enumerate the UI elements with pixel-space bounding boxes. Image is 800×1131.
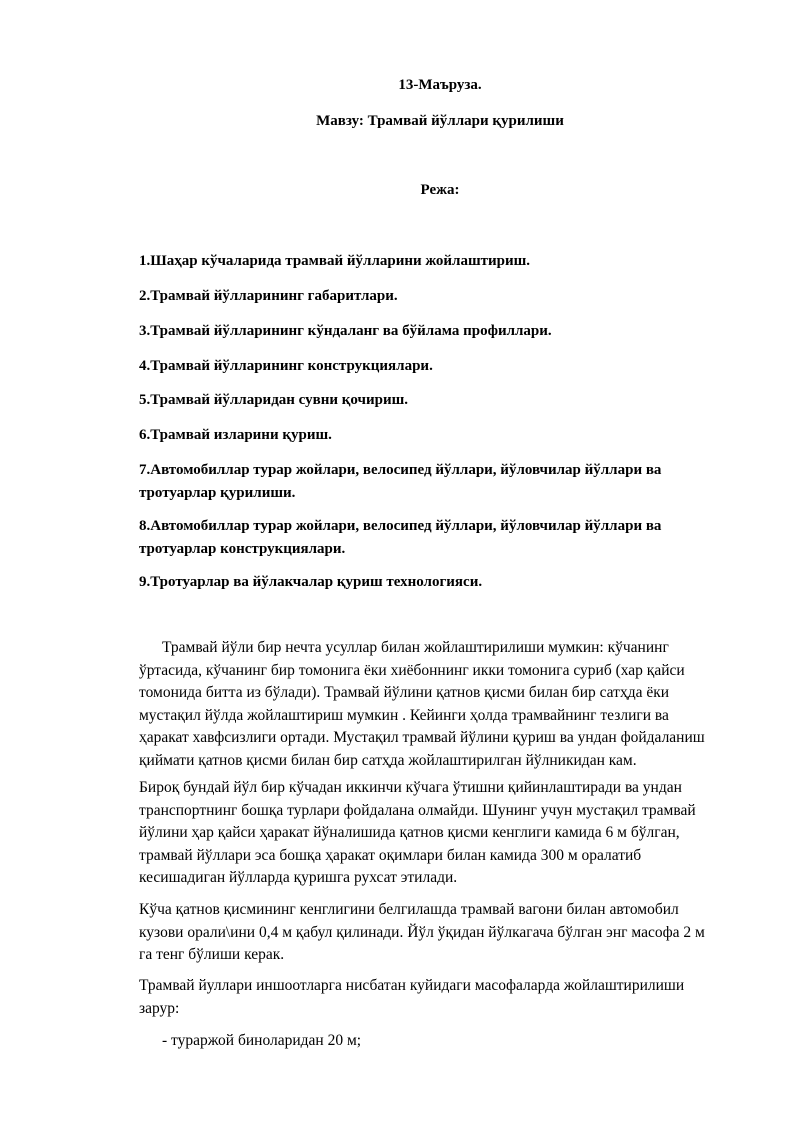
plan-item: 6.Трамвай изларини қуриш. — [139, 427, 332, 443]
paragraph-line: га тенг бўлиши керак. — [139, 946, 285, 964]
body-paragraph — [139, 777, 739, 890]
body-paragraph — [139, 637, 739, 773]
plan-item-line: тротуарлар қурилиши. — [139, 485, 296, 501]
paragraph-line: томонида битта из бўлади). Трамвай йўлини қатнов қисми билан бир сатҳда ёки — [139, 684, 670, 702]
plan-item — [139, 515, 739, 561]
paragraph-line: кесишадиган йўлларда қуришга рухсат этилади. — [139, 869, 458, 887]
body-paragraph — [139, 975, 739, 1020]
paragraph-line: ўртасида, кўчанинг бир томонига ёки хиёбоннинг икки томонига суриб (хар қайси — [139, 661, 685, 679]
paragraph-line: зарур: — [139, 999, 180, 1017]
plan-item-line: 8.Автомобиллар турар жойлари, велосипед йўллари, йўловчилар йўллари ва — [139, 518, 662, 534]
lecture-number: 13-Маъруза. — [398, 77, 482, 93]
plan-item: 5.Трамвай йўлларидан сувни қочириш. — [139, 392, 409, 408]
body-paragraph — [139, 899, 739, 967]
plan-item: 9.Тротуарлар ва йўлакчалар қуриш технологияси. — [139, 574, 483, 590]
paragraph-line: мустақил йўлда жойлаштириш мумкин . Кейинги ҳолда трамвайнинг тезлиги ва — [139, 706, 669, 724]
plan-item — [139, 459, 739, 505]
plan-item: 1.Шаҳар кўчаларида трамвай йўлларини жойлаштириш. — [139, 253, 531, 269]
list-item: - тураржой биноларидан 20 м; — [162, 1032, 362, 1049]
plan-heading: Режа: — [420, 182, 460, 198]
body-paragraph — [139, 1030, 739, 1053]
paragraph-line: трамвай йўллари эса бошқа ҳаракат оқимлари билан камида 300 м оралатиб — [139, 846, 642, 864]
plan-item: 4.Трамвай йўлларининг конструкциялари. — [139, 358, 433, 374]
paragraph-line: кузови орали\ини 0,4 м қабул қилинади. Йўл ўқидан йўлкагача бўлган энг масофа 2 м — [139, 923, 705, 941]
plan-item-line: тротуарлар конструкциялари. — [139, 541, 346, 557]
plan-item: 3.Трамвай йўлларининг кўндаланг ва бўйлама профиллари. — [139, 323, 552, 339]
paragraph-line: Трамвай йуллари иншоотларга нисбатан куйидаги масофаларда жойлаштирилиши — [139, 977, 685, 994]
paragraph-line: ҳаракат хавфсизлиги ортади. Мустақил трамвай йўлини қуриш ва ундан фойдаланиш — [139, 729, 705, 747]
paragraph-line: қиймати қатнов қисми билан бир сатҳда жойлаштирилган йўлникидан кам. — [139, 751, 637, 769]
paragraph-line: транспортнинг бошқа турлари фойдалана олмайди. Шунинг учун мустақил трамвай — [139, 801, 696, 819]
paragraph-line: Бироқ бундай йўл бир кўчадан иккинчи кўчага ўтишни қийинлаштиради ва ундан — [139, 779, 682, 796]
lecture-topic: Мавзу: Трамвай йўллари қурилиши — [316, 113, 564, 129]
paragraph-line: Кўча қатнов қисмининг кенглигини белгилашда трамвай вагони билан автомобил — [139, 901, 679, 918]
plan-item: 2.Трамвай йўлларининг габаритлари. — [139, 288, 398, 304]
paragraph-line: Трамвай йўли бир нечта усуллар билан жойлаштирилиши мумкин: кўчанинг — [162, 639, 669, 656]
plan-item-line: 7.Автомобиллар турар жойлари, велосипед йўллари, йўловчилар йўллари ва — [139, 462, 662, 478]
paragraph-line: йўлини ҳар қайси ҳаракат йўналишида қатнов қисми кенглиги камида 6 м бўлган, — [139, 824, 680, 842]
